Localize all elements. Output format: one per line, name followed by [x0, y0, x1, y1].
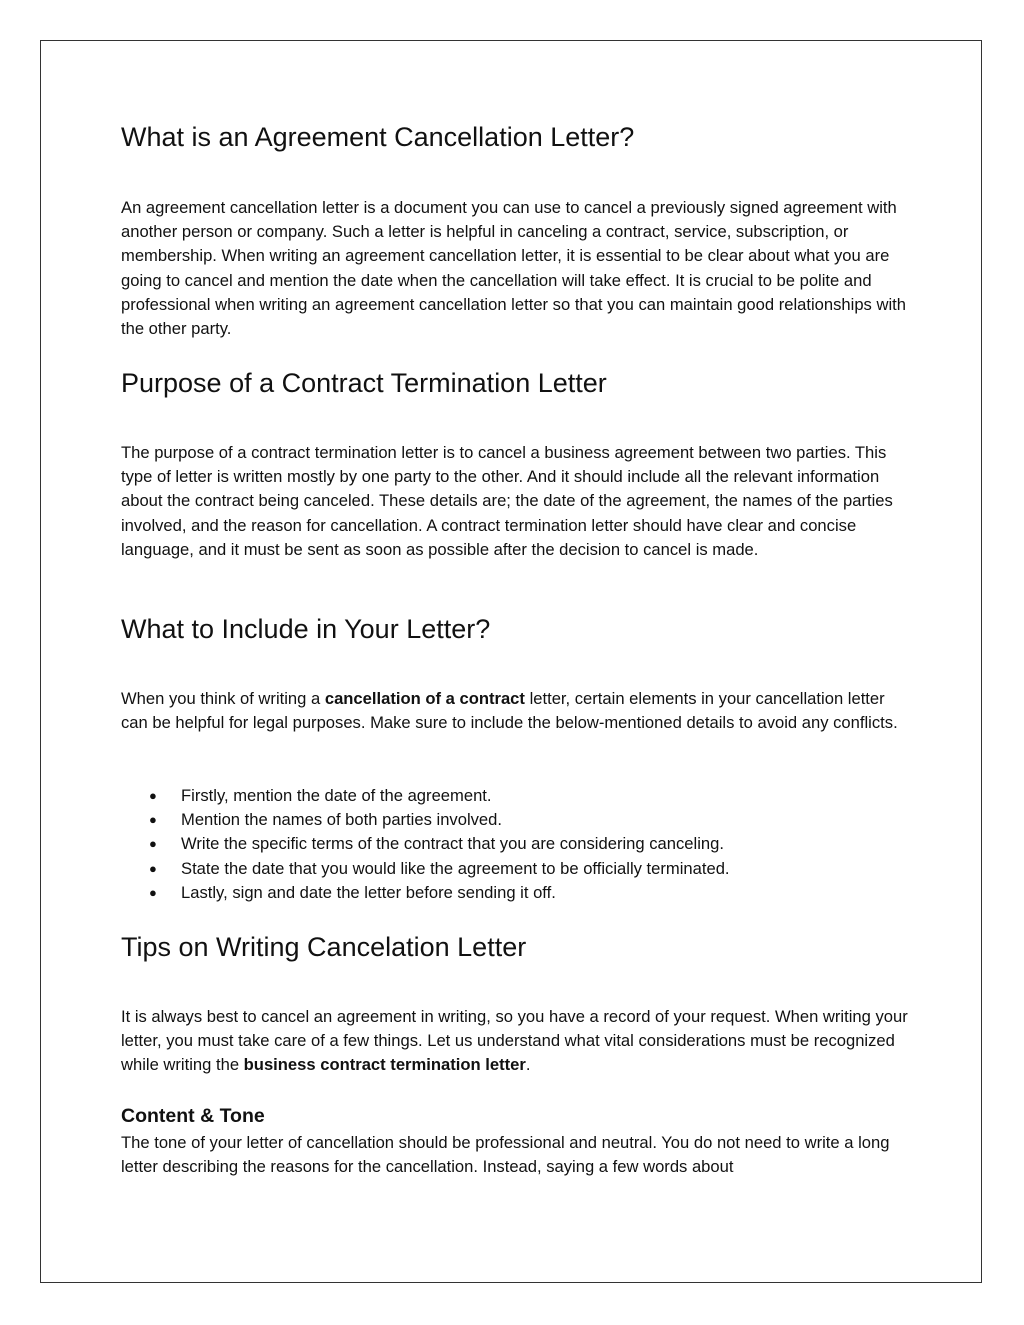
list-item: ● Firstly, mention the date of the agreement.: [149, 784, 730, 808]
heading-agreement-cancellation: What is an Agreement Cancellation Letter?: [121, 122, 635, 152]
include-list: [149, 784, 730, 905]
list-item: ● Lastly, sign and date the letter before sending it off.: [149, 881, 730, 905]
list-item: ● State the date that you would like the agreement to be officially terminated.: [149, 857, 730, 881]
paragraph-contract-termination-purpose: The purpose of a contract termination letter is to cancel a business agreement between two parties. This type of letter is written mostly by one party to the other. And it should include all the relevant information about the contract being canceled. These details are; the date of the agreement, the names of the parties involved, and the reason for cancellation. A contract termination letter should have clear and concise language, and it must be sent as soon as possible after the decision to cancel is made.: [121, 443, 893, 559]
subheading-content-tone: Content & Tone: [121, 1105, 265, 1127]
bold-text-business-contract-termination: business contract termination letter: [243, 1055, 526, 1075]
paragraph-agreement-cancellation: An agreement cancellation letter is a document you can use to cancel a previously signed agreement with another person or company. Such a letter is helpful in canceling a contract, service, subscription, or membership. When writing an agreement cancellation letter, it is essential to be clear about what you are going to cancel and mention the date when the cancellation will take effect. It is crucial to be polite and professional when writing an agreement cancellation letter so that you can maintain good relationships with the other party.: [121, 198, 906, 339]
bold-text-cancellation-of-contract: cancellation of a contract: [324, 689, 525, 708]
heading-contract-termination-purpose: Purpose of a Contract Termination Letter: [121, 368, 607, 398]
heading-what-to-include: What to Include in Your Letter?: [121, 614, 491, 644]
document-page: [40, 40, 982, 1283]
heading-tips-writing: Tips on Writing Cancelation Letter: [121, 932, 527, 962]
paragraph-what-to-include: [121, 687, 911, 735]
paragraph-content-tone: The tone of your letter of cancellation should be professional and neutral. You do not need to write a long letter describing the reasons for the cancellation. Instead, saying a few words about: [121, 1133, 890, 1177]
paragraph-tips-writing: [121, 1005, 911, 1078]
list-item: ● Mention the names of both parties involved.: [149, 808, 730, 832]
list-item: ● Write the specific terms of the contract that you are considering canceling.: [149, 832, 730, 856]
text-segment: letter, certain elements in your cancellation letter can be helpful for legal purposes. Make sure to include the below-mentioned details to avoid any conflicts.: [121, 689, 898, 733]
text-segment: It is always best to cancel an agreement in writing, so you have a record of your request. When writing your letter, you must take care of a few things. Let us understand what vital considerations must be recognized while writing the: [121, 1007, 908, 1075]
text-segment: When you think of writing a: [121, 689, 325, 708]
text-segment: .: [525, 1055, 531, 1075]
